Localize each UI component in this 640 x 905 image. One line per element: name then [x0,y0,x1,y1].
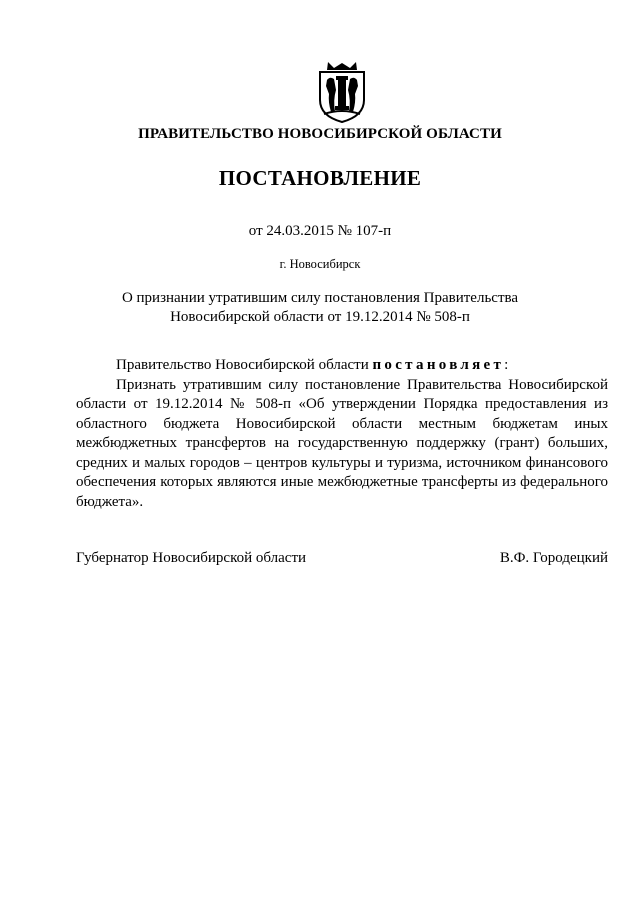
subject-line-1: О признании утратившим силу постановления Правительства [121,290,519,306]
document-city: г. Новосибирск [279,257,361,271]
document-date-number: от 24.03.2015 № 107-п [248,223,392,239]
body-paragraph: Признать утратившим силу постановление Правительства Новосибирской области от 19.12.2014 № 508-п «Об утверждении Порядка предоставления из областного бюджета Новосибирской области местным бюджетам иных межбюджетных трансфертов на государственную поддержку (грант) больших, средних и малых городов – центров культуры и туризма, источником финансового обеспечения которых являются иные межбюджетные трансферты из федерального бюджета». [76,376,608,510]
document-subject [0,289,640,327]
intro-verb: постановляет [372,357,505,373]
document-type-title: ПОСТАНОВЛЕНИЕ [218,166,422,190]
signatory-position: Губернатор Новосибирской области [76,550,307,566]
organization-name: ПРАВИТЕЛЬСТВО НОВОСИБИРСКОЙ ОБЛАСТИ [138,126,502,142]
subject-line-2: Новосибирской области от 19.12.2014 № 508-п [170,309,470,325]
intro-text: Правительство Новосибирской области [116,357,373,373]
document-body [76,356,608,512]
intro-line [76,356,608,376]
novosibirsk-coat-of-arms-icon [314,60,370,124]
signatory-name: В.Ф. Городецкий [499,550,608,566]
intro-colon: : [504,357,509,373]
